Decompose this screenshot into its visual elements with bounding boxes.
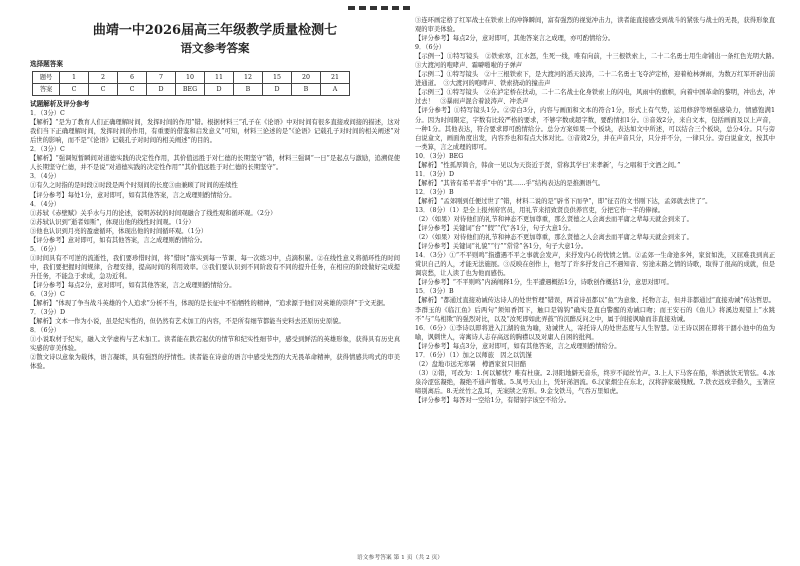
analysis-line: 【评分参考】每处1分，意对即可，如有其他答案，言之成理则酌情给分。: [30, 191, 236, 199]
analysis-line: 【示例二】①特写镜头 ②十三根铁索下，是大渡河的滔天波涛，二十二名勇士飞夺泸定桥，迎着枪林弹雨，为数万红军开辟出前进通道。 ③大渡河的咆哮声、铁索挠动的撞击声: [415, 71, 775, 88]
question-number: 20: [292, 72, 321, 84]
analysis-line: 【评分参考】每点2分，意对即可，如有其他答案，言之成理则酌情给分。: [30, 281, 236, 289]
analysis-line: 【评分参考】每点2分，意对即可，其他答案言之成理，亦可酌情给分。: [415, 35, 615, 43]
question-number: 15: [263, 72, 292, 84]
document-subtitle: 语文参考答案: [180, 41, 250, 55]
answer-cell: A: [321, 84, 350, 96]
analysis-line: 【评分参考】意对即可，如有其他答案，言之成理则酌情给分。: [30, 236, 207, 244]
analysis-line: ①时间具有不可逆的流逝性，我们要珍惜时间，将“惜时”落实到每一节课、每一次练习中，点滴积累。②在线性意义将循环性的时间中，我们要把握时间规律，合理安排，提高时间的利用效率。③我们要认识到不同阶段有不同的提升任务，在相应的阶段做好完成提升任务，不能急于求成，急功近利。: [30, 254, 400, 280]
analysis-line: 【解析】“是为了教育人们正确理解时间，发挥时间的作用”错。根据材料三“孔子在《论语》中对时间有很多直接或间接的描述，这对我们当下正确理解时间，发挥时间的作用，有重要的借鉴和启发意义”可知，材料三论述的是“《论语》记载孔子对时间的相关阐述”对后世的影响，而不是“《论语》记载孔子对时间的相关阐述”的目的。: [30, 119, 400, 145]
right-column: [415, 16, 782, 405]
analysis-line: 2．（3分）C: [30, 146, 65, 154]
answer-cell: C: [118, 84, 147, 96]
analysis-line: （2）（如果）对待他们的礼节和神态不更加尊重，那么贤德之人会离去而平庸之辈每天就会到来了。: [415, 234, 693, 242]
analysis-line: ②苏轼认识到“逝者如斯”，体现出他的线性时间观。（1分）: [30, 218, 195, 226]
answer-table: [32, 71, 350, 96]
analysis-line: ②散文诗以意象为载体，语言凝练，具有强烈的抒情性。读者能在诗意的语言中感受先烈的大无畏革命精神，获得情感共鸣式的审美体验。: [30, 354, 400, 371]
question-number: 2: [89, 72, 118, 84]
document-title: 曲靖一中2026届高三年级教学质量检测七: [92, 23, 338, 38]
analysis-line: 【评分参考】①特写镜头1分。②旁白3分，内容与画面和文本的符合1分，形式上有气势，运用修辞等增强感染力，情感饱满1分。因为时间限定，字数有比较严格的要求，不够字数或超字数，要酌情扣1分。③音效2分，来自文本，包括画面及以上声音，一种1分。其他表达，符合要求即可酌情给分。总分方案如果一个板块，表达如文中所述，可以结合三个板块，总分4分。只与旁白说盒文，画面角度出发，内容乔也和有点大体对比。③音效2分，并在声音只分，只分并不分，一律只分。旁白说盒文，按其中一类算，言之成理的即可。: [415, 107, 775, 151]
deco-bar: [359, 6, 366, 10]
analysis-line: 8．（6分）: [30, 327, 61, 335]
question-number: 11: [205, 72, 234, 84]
analysis-line: 4．（4分）: [30, 200, 61, 208]
analysis-line: ①苏轼《赤壁赋》关乎水与月的论述，说明苏轼的时间观融合了线性观和循环观。（2分）: [30, 209, 277, 217]
left-analysis-body: [30, 109, 400, 371]
analysis-heading: 试题解析及评分参考: [30, 100, 90, 109]
analysis-line: 9．（6分）: [415, 44, 446, 52]
deco-bar: [381, 6, 388, 10]
analysis-line: 【解析】文本一作为小说，虽是纪实性的，但仍然有艺术加工的内容，不是所有细节都能当史料去还原历史原貌。: [30, 318, 345, 326]
analysis-line: 【评分参考】“不平则鸣”内涵阐释1分，生平遭遇概括1分，诗歌创作概括1分，意思对即可。: [415, 279, 673, 287]
question-number: 6: [118, 72, 147, 84]
analysis-line: 【解析】“其皆有希平者乎”中的“其……乎”结构表达的是推测语气。: [415, 179, 605, 187]
question-number: 1: [60, 72, 89, 84]
analysis-line: ③连环画定格了红军战士在铁索上的冲锋瞬间，富有强烈的视觉冲击力，读者能直接感受到战斗的紧张与战士的无畏，获得形象直观的审美体验。: [415, 17, 775, 34]
analysis-line: （2）（如果）对待他们的礼节和神态不更加尊重，那么贤德之人会离去而平庸之辈每天就会到来了。: [415, 216, 693, 224]
analysis-line: 17．（6分）（1）加之以师旅 因之以饥馑: [415, 351, 532, 359]
choice-section-heading: 选择题答案: [30, 60, 63, 68]
answer-cell: C: [60, 84, 89, 96]
analysis-line: 【评分参考】每点3分，意对即可，如有其他答案，言之成理则酌情给分。: [415, 342, 621, 350]
analysis-line: 5．（6分）: [30, 245, 61, 253]
answer-row: [33, 84, 350, 96]
deco-bar: [392, 6, 399, 10]
analysis-line: （3）②错，可改为：1.何以解忧？唯有杜康。2.浔阳地僻无音乐，终岁不闻丝竹声。3.上人下马客在船，举酒欲饮无管弦。4.冰泉冷涩弦凝绝，凝绝不通声暂歇。5.凤号天山上，凭轩涕泗流。6.汉家烟尘在东北，汉将辞家破残贼。7.铁衣远戍辛勤久，玉箸应啼别离后。8.无丝竹之乱耳，无案牍之劳形。9.金戈铁马，气吞万里如虎。: [415, 369, 775, 395]
analysis-line: ①小说取材于纪实，融入文学虚构与艺术加工。读者能在跌宕起伏的情节和纪实性细节中，感受到鲜活的英雄形象，获得具有历史真实感的审美体验。: [30, 336, 400, 353]
deco-bar: [370, 6, 377, 10]
answer-cell: BEG: [176, 84, 205, 96]
question-number: 7: [147, 72, 176, 84]
answer-cell: B: [234, 84, 263, 96]
analysis-line: 15．（3分）B: [415, 288, 454, 296]
question-number-row: [33, 72, 350, 84]
question-number: 12: [234, 72, 263, 84]
right-analysis-body: [415, 16, 782, 405]
row-label: 题号: [33, 72, 60, 84]
analysis-line: 12．（3分）B: [415, 188, 454, 196]
deco-bar: [348, 6, 355, 10]
question-number: 10: [176, 72, 205, 84]
analysis-line: 【解析】“孟郊刚到任便过世了”错，材料二说的是“辟书下而孕”，即“征召的文书刚下达，孟郊就去世了”。: [415, 197, 712, 205]
analysis-line: 16．（6分）①李诗以即将进入江湖的鱼为喻，劝诫世人，寄托诗人的处世态度与人生智慧。②王诗以困在即将干涸小池中的鱼为喻，讽刺世人，寄寓诗人志存高远的胸襟以及对庸人自困的批判。: [415, 324, 775, 341]
analysis-line: 【解析】“体现了争当战斗英雄的个人追求”分析不当，体现的是长征中不怕牺牲的精神，“追求源于他们对英雄的崇拜”于文无据。: [30, 300, 390, 308]
analysis-line: 【示例一】①特写镜头 ②铁索寒，江水怒，生死一线，唯有向前，十三根铁索上，二十二名勇士用生命铺出一条红色光明大路。 ③大渡河的咆哮声、霜噼啪啦的子弹声: [415, 53, 782, 70]
header-decoration: [348, 6, 410, 10]
analysis-line: 11．（3分）D: [415, 170, 455, 178]
answer-cell: C: [89, 84, 118, 96]
answer-cell: D: [147, 84, 176, 96]
analysis-line: 3．（4分）: [30, 173, 61, 181]
answer-cell: B: [292, 84, 321, 96]
analysis-line: 【解析】“都通过直接劝诫传达诗人的处世哲理”错误，两首诗虽都以“鱼”为意象、托物言志，但并非都通过“直接劝诫”传达哲思。李群玉的《临江鱼》后两句“须知香饵下，触口是锦钩”确实是直白警醒的劝诫口吻；而王安石的《鱼儿》将溪边观望上“水跳不”与“鸟相欺”的强烈对比，以及“汝死即如此弄鼓”的沉醉反问之中，属于间接讽喻而非直接劝诫。: [415, 297, 775, 323]
question-number: 21: [321, 72, 350, 84]
analysis-line: 【评分参考】每答对一空给1分，有错别字该空不给分。: [415, 396, 571, 404]
page-footer: 语文参考答案 第 1 页（共 2 页）: [356, 555, 444, 561]
answer-cell: D: [205, 84, 234, 96]
left-column: [30, 16, 400, 371]
deco-bar: [403, 6, 410, 10]
analysis-line: 13．（8分）（1）是全上报州府官员，用礼节来招致贤良供养官吏，分把它作一半的俸禄。: [415, 206, 665, 214]
analysis-line: 【评分参考】关键词“台”“假”“代”各1分，句子大意1分。: [415, 225, 575, 233]
analysis-line: 14．（3分）①“不平则鸣”指遭遇不平之事就会发声，来抒发内心的忧愤之情。②孟郊一生命途多舛，家贫如洗，又屈难我到真正赏识自己的人，才能无法施展。③反映在创作上，他写了许多抒发自己不遇知音、穷途末路之情的诗歌，取得了很高的成就，但是调哀愁，让人读了也为他而感伤。: [415, 252, 775, 278]
analysis-line: ①有久之时指的是时段②时段是两个时刻间的长度③由兼顾了时间的连续性: [30, 182, 238, 190]
analysis-line: ③他也认识到月亮的盈虚循环，体现出他的时间循环观。（1分）: [30, 227, 208, 235]
analysis-line: 【解析】“强调短暂瞬间对道德实践的决定性作用，其价值远胜于对仁德的长期坚守”错，材料三强调“一日”是起点与激励，追溯促使人长期坚守仁德，并不是说“对道德实践的决定性作用”“其价值远胜于对仁德的长期坚守”。: [30, 155, 400, 172]
analysis-line: 【解析】“性孤厚简合，韩俞一见以为天资近于贤，常称其学曰‘来孝新’，与之唱和于文酒之间。”: [415, 161, 681, 169]
analysis-line: 10．（3分）BEG: [415, 152, 464, 160]
analysis-line: 7．（3分）D: [30, 309, 66, 317]
analysis-line: 1．（3分）C: [30, 110, 65, 118]
analysis-line: 6．（3分）C: [30, 291, 65, 299]
analysis-line: 【示例三】①特写镜头 ②在泸定桥在扶动，二十二名战士化身铁索上的闪电，风雨中的旗帜，向着中国革命的黎明，冲出去，冲过去！ ③暴雨声混合着波涛声、冲杀声: [415, 89, 775, 106]
row-label: 答案: [33, 84, 60, 96]
analysis-line: 【评分参考】关键词“礼貌”“行”“常常”各1分，句子大意1分。: [415, 243, 588, 251]
answer-cell: D: [263, 84, 292, 96]
analysis-line: （2）盘地市远无寒暑 樽酒家贫只旧醅: [415, 360, 527, 368]
